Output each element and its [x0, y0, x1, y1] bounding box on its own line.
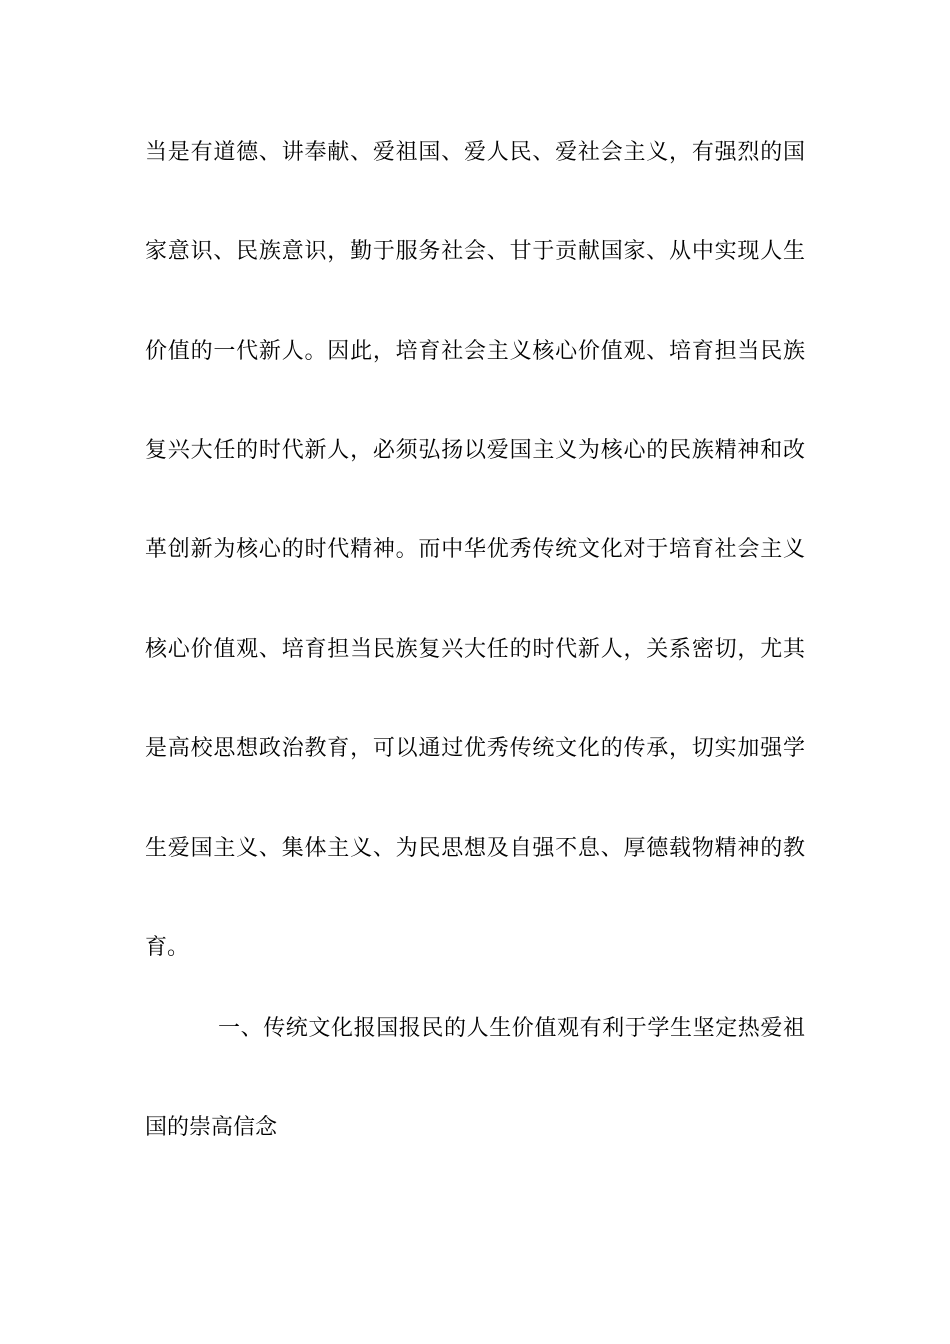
paragraph-line-8: 生爱国主义、集体主义、为民思想及自强不息、厚德载物精神的教	[145, 836, 805, 861]
paragraph-line-2: 家意识、民族意识，勤于服务社会、甘于贡献国家、从中实现人生	[145, 239, 805, 264]
paragraph-line-1: 当是有道德、讲奉献、爱祖国、爱人民、爱社会主义，有强烈的国	[145, 140, 805, 165]
section-heading-line-1: 一、传统文化报国报民的人生价值观有利于学生坚定热爱祖	[218, 1016, 805, 1041]
paragraph-line-6: 核心价值观、培育担当民族复兴大任的时代新人，关系密切，尤其	[145, 637, 805, 662]
paragraph-line-4: 复兴大任的时代新人，必须弘扬以爱国主义为核心的民族精神和改	[145, 438, 805, 463]
paragraph-line-7: 是高校思想政治教育，可以通过优秀传统文化的传承，切实加强学	[145, 736, 805, 761]
paragraph-line-5: 革创新为核心的时代精神。而中华优秀传统文化对于培育社会主义	[145, 537, 805, 562]
paragraph-line-3: 价值的一代新人。因此，培育社会主义核心价值观、培育担当民族	[145, 339, 805, 364]
section-heading-line-2: 国的崇高信念	[145, 1115, 278, 1140]
paragraph-line-9: 育。	[145, 935, 190, 960]
